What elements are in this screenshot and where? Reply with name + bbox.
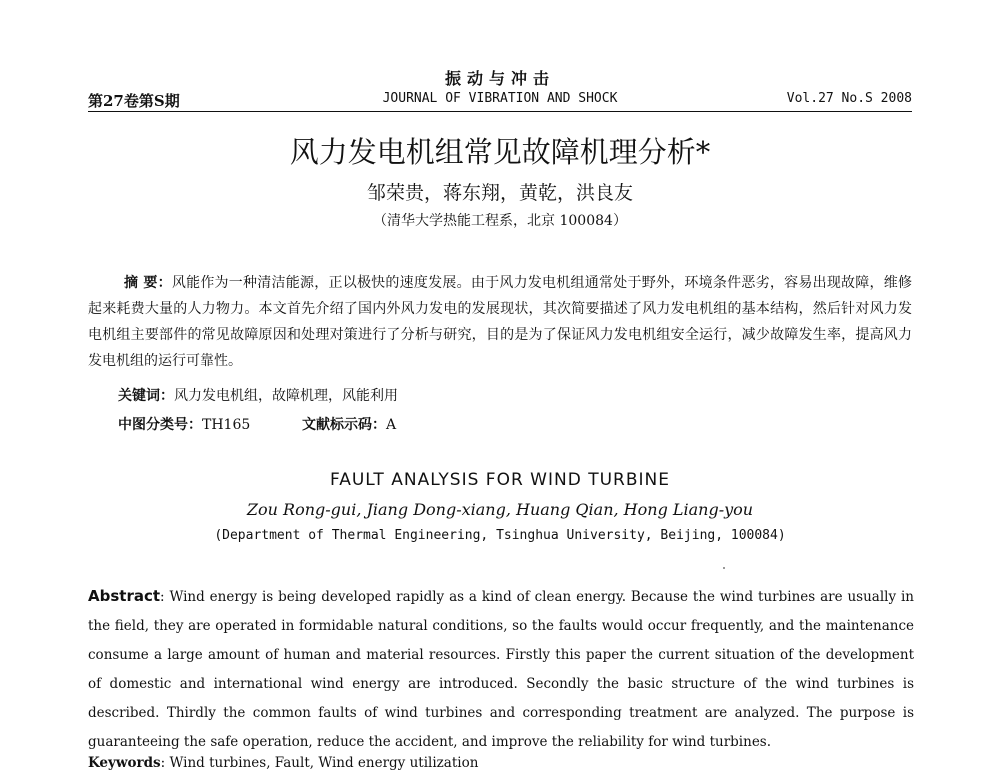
keywords-en-label: Keywords <box>88 755 161 771</box>
abstract-cn-label: 摘 要： <box>124 275 172 291</box>
abstract-en-label: Abstract <box>88 587 161 605</box>
issue-label-en: Vol.27 No.S 2008 <box>786 91 912 106</box>
keywords-en <box>88 755 478 771</box>
classification-cn-text: TH165 <box>202 417 251 433</box>
affiliation-en: (Department of Thermal Engineering, Tsinghua University, Beijing, 100084) <box>214 528 786 543</box>
keywords-cn <box>118 385 398 405</box>
abstract-en-text: : Wind energy is being developed rapidly as a kind of clean energy. Because the wind turbines are usually in the field, they are operated in formidable natural conditions, so the faults would occur frequently, and the maintenance consume a large amount of human and material resources. Firstly this paper the current situation of the development of domestic and international wind energy are introduced. Secondly the basic structure of the wind turbines is described. Thirdly the common faults of wind turbines and corresponding treatment are analyzed. The purpose is guaranteeing the safe operation, reduce the accident, and improve the reliability for wind turbines. <box>88 589 914 750</box>
keywords-cn-label: 关键词： <box>118 388 174 404</box>
abstract-cn <box>88 270 912 374</box>
authors-en: Zou Rong-gui, Jiang Dong-xiang, Huang Qian, Hong Liang-you <box>246 500 754 519</box>
keywords-cn-text: 风力发电机组，故障机理，风能利用 <box>174 388 398 404</box>
scan-speck <box>723 567 725 569</box>
journal-title-en: JOURNAL OF VIBRATION AND SHOCK <box>382 91 618 106</box>
paper-title-en: FAULT ANALYSIS FOR WIND TURBINE <box>330 470 670 490</box>
header-rule <box>88 111 912 112</box>
doc-code-cn-label: 文献标示码： <box>302 417 386 433</box>
issue-label-cn: 第27卷第S期 <box>88 92 180 110</box>
authors-cn: 邹荣贵，蒋东翔，黄乾，洪良友 <box>366 182 633 204</box>
abstract-cn-text: 风能作为一种清洁能源，正以极快的速度发展。由于风力发电机组通常处于野外，环境条件恶劣，容易出现故障，维修起来耗费大量的人力物力。本文首先介绍了国内外风力发电的发展现状，其次简要描述了风力发电机组的基本结构，然后针对风力发电机组主要部件的常见故障原因和处理对策进行了分析与研究，目的是为了保证风力发电机组安全运行，减少故障发生率，提高风力发电机组的运行可靠性。 <box>88 275 913 369</box>
doc-code-cn <box>302 414 396 434</box>
doc-code-cn-text: A <box>386 417 397 433</box>
journal-title-cn: 振动与冲击 <box>444 69 555 88</box>
keywords-en-text: : Wind turbines, Fault, Wind energy utilization <box>160 755 479 771</box>
classification-cn-label: 中图分类号： <box>118 417 202 433</box>
classification-cn <box>118 414 250 434</box>
affiliation-cn: （清华大学热能工程系，北京 100084） <box>373 213 627 229</box>
paper-title-cn: 风力发电机组常见故障机理分析* <box>289 135 711 169</box>
abstract-en <box>88 582 914 757</box>
